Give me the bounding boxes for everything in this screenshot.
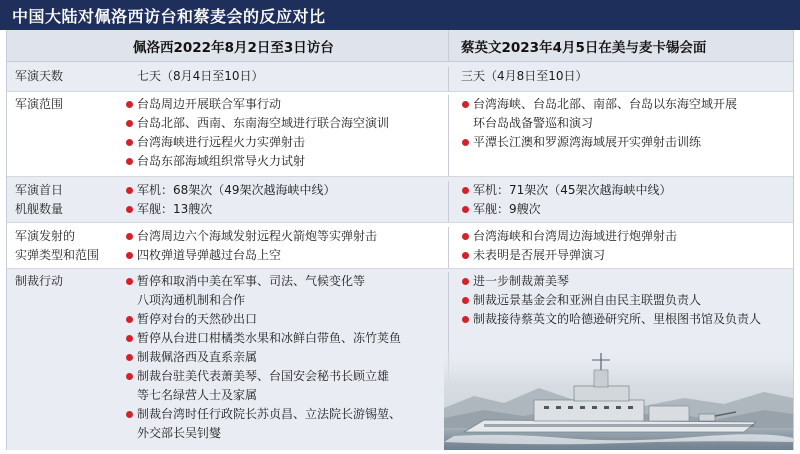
list-item [461,310,793,329]
list-item-text: 进一步制裁萧美琴 [473,274,570,288]
list-item-text: 台岛东部海域组织常导火力试射 [137,154,306,168]
list-item [125,348,448,367]
list-item-continuation [125,291,448,310]
bullet-dot-icon [126,139,133,146]
list-item-text: 军舰：13艘次 [137,202,213,216]
row-first-day-aircraft-ships [7,177,793,223]
list-item [125,181,448,200]
list-item [461,246,793,265]
list-item-text: 制裁接待蔡英文的哈德逊研究所、里根图书馆及负责人 [473,312,762,326]
list-item [125,200,448,219]
row-cell-tsai [449,95,793,176]
list-item [125,133,448,152]
row-label-line: 军演天数 [15,69,64,83]
row-drill-days [7,62,793,92]
comparison-table [6,30,794,450]
list-item-continuation [125,386,448,405]
row-label [7,181,119,222]
bullet-dot-icon [126,373,133,380]
cell-text: 七天（8月4日至10日） [137,69,264,83]
bullet-dot-icon [462,252,469,259]
list-item-text: 等七名绿营人士及家属 [137,388,258,402]
list-item-text: 四枚弹道导弹越过台岛上空 [137,248,282,262]
row-label-line: 军演发射的 [15,229,76,243]
list-item [125,95,448,114]
bullet-dot-icon [126,233,133,240]
bullet-dot-icon [462,101,469,108]
list-item-text: 制裁佩洛西及直系亲属 [137,350,258,364]
list-item [461,133,793,152]
list-item-text: 军舰：9艘次 [473,202,541,216]
bullet-dot-icon [462,278,469,285]
list-item [461,291,793,310]
bullet-dot-icon [126,354,133,361]
header-col-tsai: 蔡英文2023年4月5日在美与麦卡锡会面 [461,39,707,56]
list-item [125,246,448,265]
list-item-text: 制裁台驻美代表萧美琴、台国安会秘书长顾立雄 [137,369,390,383]
row-drill-scope [7,92,793,177]
bullet-dot-icon [126,158,133,165]
list-item [461,95,793,114]
list-item-text: 台湾海峡和台湾周边海域进行炮弹射击 [473,229,678,243]
list-item-continuation [125,424,448,443]
list-item [461,200,793,219]
cell-text: 三天（4月8日至10日） [461,69,588,83]
row-label [7,95,119,176]
list-item [461,181,793,200]
row-cell-pelosi [119,227,449,268]
row-label-line: 机舰数量 [15,202,64,216]
bullet-dot-icon [126,252,133,259]
list-item-text: 台岛周边开展联合军事行动 [137,97,282,111]
list-item-text: 台湾海峡进行远程火力实弹射击 [137,135,306,149]
row-cell-tsai [449,67,793,91]
row-cell-pelosi [119,272,449,450]
list-item [125,405,448,424]
list-item-text: 制裁远景基金会和亚洲自由民主联盟负责人 [473,293,702,307]
bullet-dot-icon [126,120,133,127]
row-cell-pelosi [119,181,449,222]
list-item-text: 军机：71架次（45架次越海峡中线） [473,183,672,197]
list-item-text: 八项沟通机制和合作 [137,293,246,307]
bullet-dot-icon [126,316,133,323]
bullet-dot-icon [462,187,469,194]
bullet-dot-icon [126,278,133,285]
row-live-fire-types [7,223,793,269]
list-item-text: 平潭长江澳和罗源湾海域展开实弹射击训练 [473,135,702,149]
list-item-text: 台湾周边六个海域发射远程火箭炮等实弹射击 [137,229,378,243]
bullet-dot-icon [126,411,133,418]
page-title: 中国大陆对佩洛西访台和蔡麦会的反应对比 [12,6,326,26]
list-item-text: 台岛北部、西南、东南海空域进行联合海空演训 [137,116,390,130]
bullet-dot-icon [462,233,469,240]
title-bar [0,0,800,30]
bullet-dot-icon [462,297,469,304]
list-item [125,329,448,348]
bullet-dot-icon [126,101,133,108]
list-item [461,272,793,291]
list-item-text: 暂停和取消中美在军事、司法、气候变化等 [137,274,366,288]
bullet-dot-icon [462,206,469,213]
header-col-pelosi: 佩洛西2022年8月2日至3日访台 [119,30,449,62]
row-label-line: 实弹类型和范围 [15,248,100,262]
list-item [125,272,448,291]
row-label [7,67,119,91]
bullet-dot-icon [462,316,469,323]
table-header [7,30,793,62]
bullet-dot-icon [126,187,133,194]
row-cell-tsai [449,181,793,222]
list-item [125,310,448,329]
list-item-text: 未表明是否展开导弹演习 [473,248,606,262]
bullet-dot-icon [462,139,469,146]
row-label-line: 军演首日 [15,183,64,197]
list-item-text: 军机：68架次（49架次越海峡中线） [137,183,336,197]
list-item [125,227,448,246]
row-label [7,227,119,268]
list-item [125,367,448,386]
bullet-dot-icon [126,206,133,213]
list-item-text: 环台岛战备警巡和演习 [473,116,594,130]
row-cell-tsai [449,227,793,268]
list-item-text: 制裁台湾时任行政院长苏贞昌、立法院长游锡堃、 [137,407,402,421]
list-item-text: 外交部长吴钊燮 [137,426,222,440]
row-label-line: 制裁行动 [15,274,64,288]
navy-ship-photo [444,348,793,450]
list-item [125,114,448,133]
list-item-text: 暂停对台的天然砂出口 [137,312,258,326]
row-cell-pelosi [119,95,449,176]
row-label-line: 军演范围 [15,97,64,111]
list-item [461,227,793,246]
list-item [125,152,448,171]
ship-photo-icon [444,348,793,450]
list-item-continuation [461,114,793,133]
row-cell-pelosi [119,67,449,91]
list-item-text: 台湾海峡、台岛北部、南部、台岛以东海空域开展 [473,97,738,111]
row-label [7,272,119,450]
list-item-text: 暂停从台进口柑橘类水果和冰鲜白带鱼、冻竹荚鱼 [137,331,402,345]
bullet-dot-icon [126,335,133,342]
